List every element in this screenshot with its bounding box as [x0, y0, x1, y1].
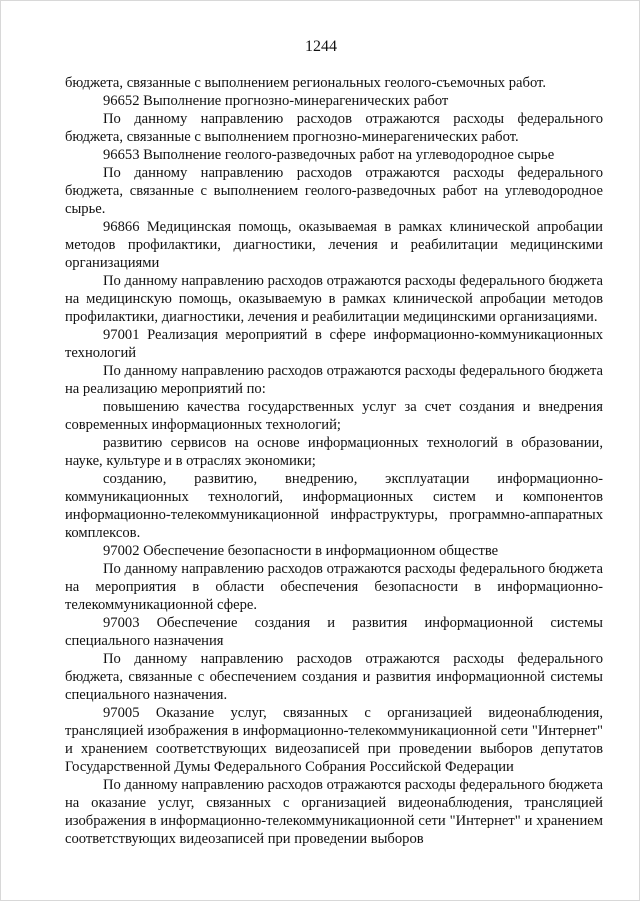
section-heading: 96652 Выполнение прогнозно-минерагенических работ — [103, 93, 449, 109]
section-heading: 96653 Выполнение геолого-разведочных работ на углеводородное сырье — [103, 147, 555, 163]
list-item: развитию сервисов на основе информационных технологий в образовании, науке, культуре и в отраслях экономики; — [65, 435, 603, 469]
list-item: повышению качества государственных услуг за счет создания и внедрения современных информационных технологий; — [65, 399, 603, 433]
section-heading: 97001 Реализация мероприятий в сфере информационно-коммуникационных технологий — [65, 327, 603, 361]
paragraph: По данному направлению расходов отражаются расходы федерального бюджета, связанные с выполнением прогнозно-минерагенических работ. — [65, 111, 603, 145]
section-heading: 97003 Обеспечение создания и развития информационной системы специального назначения — [65, 615, 603, 649]
section-heading: 97005 Оказание услуг, связанных с организацией видеонаблюдения, трансляцией изображения в информационно-телекоммуникационной сети "Интернет" и хранением соответствующих видеозаписей при проведении выборов депутатов Государственной Думы Федерального Собрания Российской Федерации — [65, 705, 603, 775]
paragraph: По данному направлению расходов отражаются расходы федерального бюджета, связанные с обеспечением создания и развития информационной системы специального назначения. — [65, 651, 603, 703]
page-body — [65, 74, 603, 848]
paragraph: По данному направлению расходов отражаются расходы федерального бюджета на реализацию мероприятий по: — [65, 363, 603, 397]
section-heading: 96866 Медицинская помощь, оказываемая в рамках клинической апробации методов профилактики, диагностики, лечения и реабилитации медицинскими организациями — [65, 219, 603, 271]
paragraph: бюджета, связанные с выполнением региональных геолого-съемочных работ. — [65, 75, 546, 91]
page-number: 1244 — [305, 38, 337, 55]
list-item: созданию, развитию, внедрению, эксплуатации информационно-коммуникационных технологий, информационных систем и компонентов информационно-телекоммуникационной инфраструктуры, программно-аппаратных комплексов. — [65, 471, 603, 541]
paragraph: По данному направлению расходов отражаются расходы федерального бюджета на мероприятия в области обеспечения безопасности в информационно-телекоммуникационной сфере. — [65, 561, 603, 613]
paragraph: По данному направлению расходов отражаются расходы федерального бюджета на оказание услуг, связанных с организацией видеонаблюдения, трансляцией изображения в информационно-телекоммуникационной сети "Интернет" и хранением соответствующих видеозаписей при проведении выборов — [65, 777, 603, 847]
section-heading: 97002 Обеспечение безопасности в информационном обществе — [103, 543, 499, 559]
paragraph: По данному направлению расходов отражаются расходы федерального бюджета, связанные с выполнением геолого-разведочных работ на углеводородное сырье. — [65, 165, 603, 217]
paragraph: По данному направлению расходов отражаются расходы федерального бюджета на медицинскую помощь, оказываемую в рамках клинической апробации методов профилактики, диагностики, лечения и реабилитации медицинскими организациями. — [65, 273, 603, 325]
